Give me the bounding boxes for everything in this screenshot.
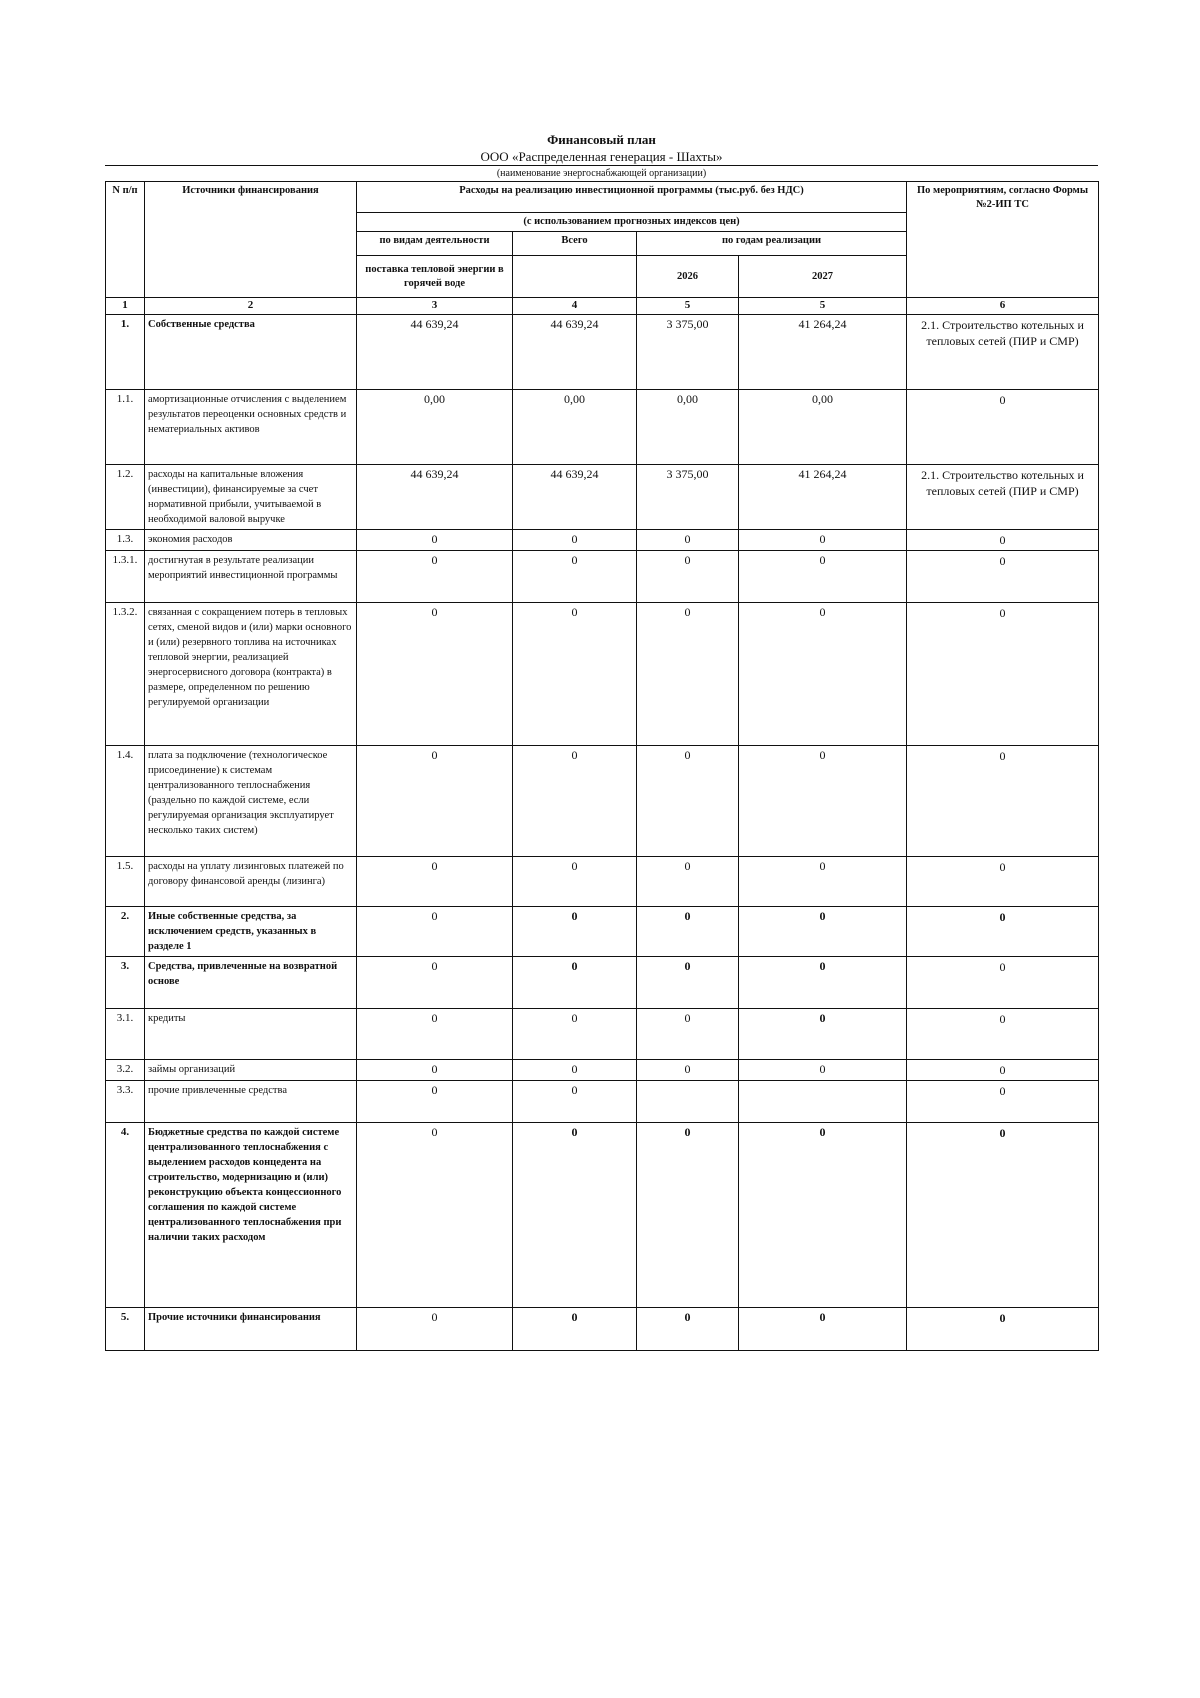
table-row	[106, 1123, 1099, 1308]
column-number: 4	[513, 298, 637, 315]
row-value-y2026: 0	[637, 603, 739, 746]
row-source: расходы на уплату лизинговых платежей по договору финансовой аренды (лизинга)	[145, 857, 357, 907]
organization-caption: (наименование энергоснабжающей организации)	[496, 168, 707, 179]
row-value-total: 0	[513, 1009, 637, 1060]
row-value-activity: 0	[357, 1060, 513, 1081]
row-source: экономия расходов	[145, 530, 357, 551]
row-number: 3.	[106, 957, 145, 1009]
row-value-y2026	[637, 1081, 739, 1123]
financing-table	[105, 181, 1099, 1351]
table-body	[106, 315, 1099, 1351]
row-value-activity: 0	[357, 857, 513, 907]
row-measures: 0	[907, 1009, 1099, 1060]
table-row	[106, 390, 1099, 465]
row-value-y2027: 0	[739, 907, 907, 957]
row-measures: 0	[907, 957, 1099, 1009]
row-number: 1.2.	[106, 465, 145, 530]
row-number: 3.1.	[106, 1009, 145, 1060]
organization-name: ООО «Распределенная генерация - Шахты»	[105, 148, 1098, 166]
table-row	[106, 746, 1099, 857]
row-value-activity: 0	[357, 957, 513, 1009]
row-value-y2027: 41 264,24	[739, 465, 907, 530]
header-activity-heat: поставка тепловой энергии в горячей воде	[357, 256, 513, 298]
table-row	[106, 551, 1099, 603]
row-value-total: 0	[513, 530, 637, 551]
row-value-y2027: 0,00	[739, 390, 907, 465]
row-value-y2027: 0	[739, 1123, 907, 1308]
row-measures: 0	[907, 857, 1099, 907]
row-value-total: 44 639,24	[513, 315, 637, 390]
row-value-total: 0	[513, 1123, 637, 1308]
row-measures: 0	[907, 907, 1099, 957]
row-value-y2027: 0	[739, 857, 907, 907]
row-measures: 0	[907, 1060, 1099, 1081]
row-measures: 0	[907, 551, 1099, 603]
row-value-activity: 44 639,24	[357, 465, 513, 530]
row-source: Прочие источники финансирования	[145, 1308, 357, 1351]
table-row	[106, 465, 1099, 530]
table-row	[106, 1060, 1099, 1081]
row-value-y2027: 0	[739, 530, 907, 551]
row-source: прочие привлеченные средства	[145, 1081, 357, 1123]
row-source: Бюджетные средства по каждой системе централизованного теплоснабжения с выделением расходов концедента на строительство, модернизацию и (или) реконструкцию объекта концессионного соглашения по каждой системе централизованного теплоснабжения при наличии таких расходом	[145, 1123, 357, 1308]
header-expenses: Расходы на реализацию инвестиционной программы (тыс.руб. без НДС)	[357, 182, 907, 213]
row-number: 1.4.	[106, 746, 145, 857]
row-value-total: 0	[513, 551, 637, 603]
row-measures: 0	[907, 746, 1099, 857]
row-value-y2027: 0	[739, 603, 907, 746]
header-forecast: (с использованием прогнозных индексов цен)	[357, 213, 907, 232]
row-source: расходы на капитальные вложения (инвестиции), финансируемые за счет нормативной прибыли, учитываемой в необходимой валовой выручке	[145, 465, 357, 530]
row-value-activity: 0	[357, 907, 513, 957]
row-source: Собственные средства	[145, 315, 357, 390]
table-row	[106, 857, 1099, 907]
row-source: связанная с сокращением потерь в тепловых сетях, сменой видов и (или) марки основного и (или) резервного топлива на источниках тепловой энергии, реализацией энергосервисного договора (контракта) в размере, определенном по решению регулируемой организации	[145, 603, 357, 746]
row-value-y2027: 0	[739, 957, 907, 1009]
row-value-y2026: 0	[637, 1009, 739, 1060]
row-measures: 0	[907, 1308, 1099, 1351]
row-value-total: 0	[513, 857, 637, 907]
row-source: Средства, привлеченные на возвратной основе	[145, 957, 357, 1009]
row-value-y2026: 0,00	[637, 390, 739, 465]
row-value-total: 0	[513, 1060, 637, 1081]
row-value-y2027: 0	[739, 746, 907, 857]
row-number: 1.	[106, 315, 145, 390]
header-total: Всего	[513, 232, 637, 256]
row-number: 1.1.	[106, 390, 145, 465]
row-number: 1.5.	[106, 857, 145, 907]
page-title: Финансовый план	[547, 132, 656, 147]
row-value-activity: 0	[357, 1081, 513, 1123]
row-value-y2026: 0	[637, 530, 739, 551]
table-row	[106, 1081, 1099, 1123]
header-total-blank	[513, 256, 637, 298]
table-row	[106, 957, 1099, 1009]
header-by-activity: по видам деятельности	[357, 232, 513, 256]
row-value-total: 0	[513, 746, 637, 857]
row-value-y2026: 0	[637, 746, 739, 857]
row-value-y2026: 0	[637, 907, 739, 957]
row-measures: 0	[907, 530, 1099, 551]
row-measures: 2.1. Строительство котельных и тепловых сетей (ПИР и СМР)	[907, 465, 1099, 530]
row-source: Иные собственные средства, за исключением средств, указанных в разделе 1	[145, 907, 357, 957]
row-source: займы организаций	[145, 1060, 357, 1081]
column-number: 3	[357, 298, 513, 315]
table-row	[106, 1009, 1099, 1060]
row-number: 5.	[106, 1308, 145, 1351]
row-value-activity: 0	[357, 530, 513, 551]
row-value-y2026: 0	[637, 1123, 739, 1308]
table-row	[106, 603, 1099, 746]
financial-plan-page	[105, 132, 1098, 1351]
row-source: достигнутая в результате реализации мероприятий инвестиционной программы	[145, 551, 357, 603]
column-numbers-row	[106, 298, 1099, 315]
row-number: 1.3.2.	[106, 603, 145, 746]
row-value-y2026: 0	[637, 957, 739, 1009]
row-measures: 0	[907, 603, 1099, 746]
header-n: N п/п	[106, 182, 145, 298]
row-number: 1.3.1.	[106, 551, 145, 603]
column-number: 1	[106, 298, 145, 315]
column-number: 5	[637, 298, 739, 315]
row-value-y2027: 0	[739, 1060, 907, 1081]
header-year-2027: 2027	[739, 256, 907, 298]
header-by-years: по годам реализации	[637, 232, 907, 256]
row-number: 3.3.	[106, 1081, 145, 1123]
row-value-activity: 0	[357, 1308, 513, 1351]
column-number: 5	[739, 298, 907, 315]
row-source: амортизационные отчисления с выделением результатов переоценки основных средств и нематериальных активов	[145, 390, 357, 465]
header-year-2026: 2026	[637, 256, 739, 298]
table-row	[106, 907, 1099, 957]
row-value-activity: 0	[357, 603, 513, 746]
row-value-y2027: 0	[739, 1308, 907, 1351]
header-measures: По мероприятиям, согласно Формы №2-ИП ТС	[907, 182, 1099, 298]
row-value-y2027: 0	[739, 1009, 907, 1060]
row-number: 2.	[106, 907, 145, 957]
row-measures: 2.1. Строительство котельных и тепловых сетей (ПИР и СМР)	[907, 315, 1099, 390]
row-measures: 0	[907, 1123, 1099, 1308]
table-row	[106, 1308, 1099, 1351]
row-value-total: 44 639,24	[513, 465, 637, 530]
row-value-y2026: 0	[637, 857, 739, 907]
row-value-activity: 0	[357, 1009, 513, 1060]
column-number: 6	[907, 298, 1099, 315]
row-value-activity: 44 639,24	[357, 315, 513, 390]
row-value-y2026: 0	[637, 551, 739, 603]
row-number: 1.3.	[106, 530, 145, 551]
row-measures: 0	[907, 1081, 1099, 1123]
row-measures: 0	[907, 390, 1099, 465]
row-number: 4.	[106, 1123, 145, 1308]
row-value-y2027: 0	[739, 551, 907, 603]
row-value-total: 0	[513, 957, 637, 1009]
row-value-activity: 0	[357, 551, 513, 603]
row-value-total: 0	[513, 1308, 637, 1351]
row-value-activity: 0	[357, 1123, 513, 1308]
row-value-activity: 0,00	[357, 390, 513, 465]
row-value-y2026: 3 375,00	[637, 465, 739, 530]
row-source: плата за подключение (технологическое присоединение) к системам централизованного теплоснабжения (раздельно по каждой системе, если регулируемая организация эксплуатирует несколько таких систем)	[145, 746, 357, 857]
row-value-total: 0	[513, 1081, 637, 1123]
header-sources: Источники финансирования	[145, 182, 357, 298]
row-number: 3.2.	[106, 1060, 145, 1081]
row-value-y2026: 3 375,00	[637, 315, 739, 390]
row-value-total: 0	[513, 907, 637, 957]
row-value-total: 0	[513, 603, 637, 746]
row-value-total: 0,00	[513, 390, 637, 465]
row-value-activity: 0	[357, 746, 513, 857]
row-source: кредиты	[145, 1009, 357, 1060]
column-number: 2	[145, 298, 357, 315]
row-value-y2027	[739, 1081, 907, 1123]
row-value-y2027: 41 264,24	[739, 315, 907, 390]
row-value-y2026: 0	[637, 1060, 739, 1081]
table-row	[106, 530, 1099, 551]
table-row	[106, 315, 1099, 390]
row-value-y2026: 0	[637, 1308, 739, 1351]
